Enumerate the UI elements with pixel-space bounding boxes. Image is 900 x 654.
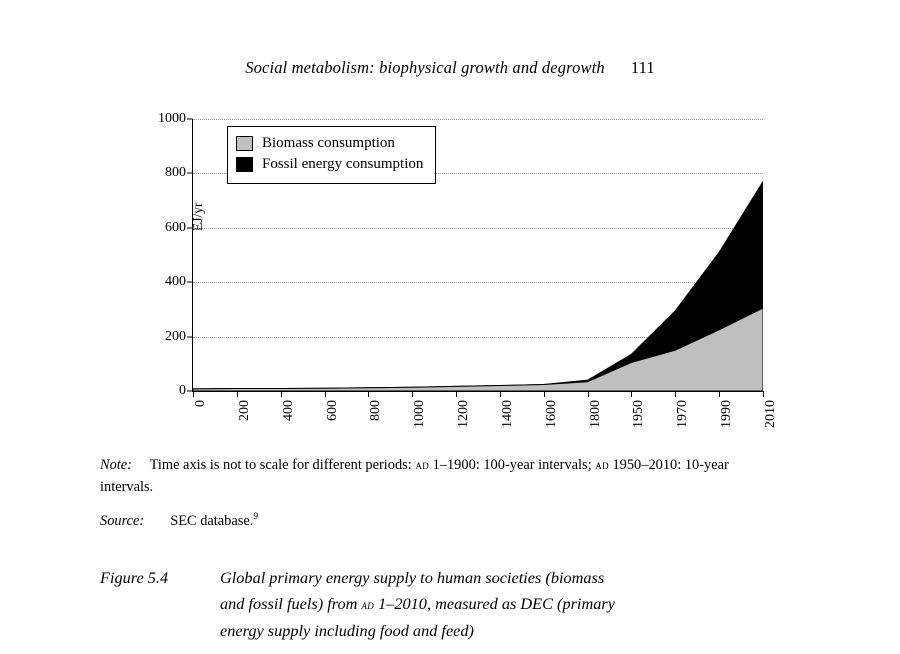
legend-item-fossil: [236, 154, 423, 175]
x-tick-label-2010: 2010: [763, 400, 778, 428]
note-label: Note:: [100, 457, 132, 473]
x-tick-mark-600: [325, 391, 326, 397]
figure-note: [100, 455, 780, 499]
x-tick-label-200: 200: [236, 400, 252, 421]
x-tick-label-1800: 1800: [587, 400, 603, 428]
y-tick-label-600: 600: [165, 219, 186, 235]
figure-5-4: [100, 105, 800, 445]
note-text-part2: 1–1900: 100-year intervals;: [429, 457, 596, 473]
x-tick-mark-1000: [412, 391, 413, 397]
legend-item-biomass: [236, 133, 423, 154]
x-tick-label-400: 400: [280, 400, 296, 421]
x-tick-label-1970: 1970: [675, 400, 691, 428]
x-tick-label-800: 800: [368, 400, 384, 421]
caption-line2-a: and fossil fuels) from: [220, 594, 362, 614]
y-tick-label-0: 0: [179, 383, 186, 398]
x-tick-label-1990: 1990: [719, 400, 735, 428]
x-tick-mark-0: [193, 391, 194, 397]
x-tick-mark-1200: [456, 391, 457, 397]
plot-area: [158, 111, 778, 428]
y-axis-label: EJ/yr: [190, 202, 205, 231]
figure-caption: [100, 565, 800, 644]
figure-caption-label: Figure 5.4: [100, 568, 169, 587]
legend-label-biomass: Biomass consumption: [262, 135, 395, 151]
figure-source: [100, 512, 780, 530]
x-tick-label-1600: 1600: [543, 400, 559, 428]
legend-swatch-biomass-icon: [236, 136, 253, 151]
y-tick-label-800: 800: [165, 165, 186, 181]
x-tick-mark-400: [281, 391, 282, 397]
y-tick-label-1000: 1000: [158, 111, 186, 126]
legend-label-fossil: Fossil energy consumption: [262, 156, 424, 173]
x-tick-label-1400: 1400: [499, 400, 515, 428]
note-smallcaps-ad-1: ad: [415, 457, 429, 472]
source-footnote-marker: 9: [253, 512, 259, 522]
legend-swatch-fossil-icon: [236, 157, 253, 172]
x-tick-label-0: 0: [193, 400, 208, 407]
note-text-part3: 1950–2010: 10-year intervals.: [100, 457, 729, 495]
x-tick-label-1000: 1000: [412, 400, 428, 428]
figure-caption-line1: Global primary energy supply to human societies (biomass: [220, 568, 605, 587]
running-head: [0, 58, 900, 78]
source-text: SEC database.: [170, 512, 254, 529]
x-tick-mark-2010: [763, 391, 764, 397]
x-tick-mark-1970: [675, 391, 676, 397]
x-tick-label-1200: 1200: [456, 400, 472, 428]
caption-line2-b: 1–2010, measured as DEC (primary: [374, 594, 615, 614]
page-number: 111: [630, 58, 655, 77]
x-tick-label-1950: 1950: [631, 400, 647, 428]
note-text-part1: Time axis is not to scale for different periods:: [149, 457, 416, 473]
x-tick-mark-1400: [500, 391, 501, 397]
chart-plot: [158, 111, 778, 428]
x-tick-label-600: 600: [324, 400, 340, 421]
y-tick-label-400: 400: [165, 274, 186, 290]
x-tick-mark-800: [368, 391, 369, 397]
figure-caption-line3: energy supply including food and feed): [220, 620, 474, 640]
chart-legend: [227, 126, 436, 184]
x-tick-mark-1990: [719, 391, 720, 397]
x-tick-mark-1800: [588, 391, 589, 397]
x-tick-mark-200: [237, 391, 238, 397]
x-tick-mark-1950: [631, 391, 632, 397]
caption-smallcaps-ad: ad: [361, 597, 375, 613]
x-tick-mark-1600: [544, 391, 545, 397]
note-smallcaps-ad-2: ad: [595, 457, 609, 472]
figure-caption-line2: [220, 591, 800, 617]
running-head-title: Social metabolism: biophysical growth and degrowth: [245, 58, 605, 77]
y-tick-label-200: 200: [165, 328, 186, 344]
source-label: Source:: [100, 512, 145, 529]
